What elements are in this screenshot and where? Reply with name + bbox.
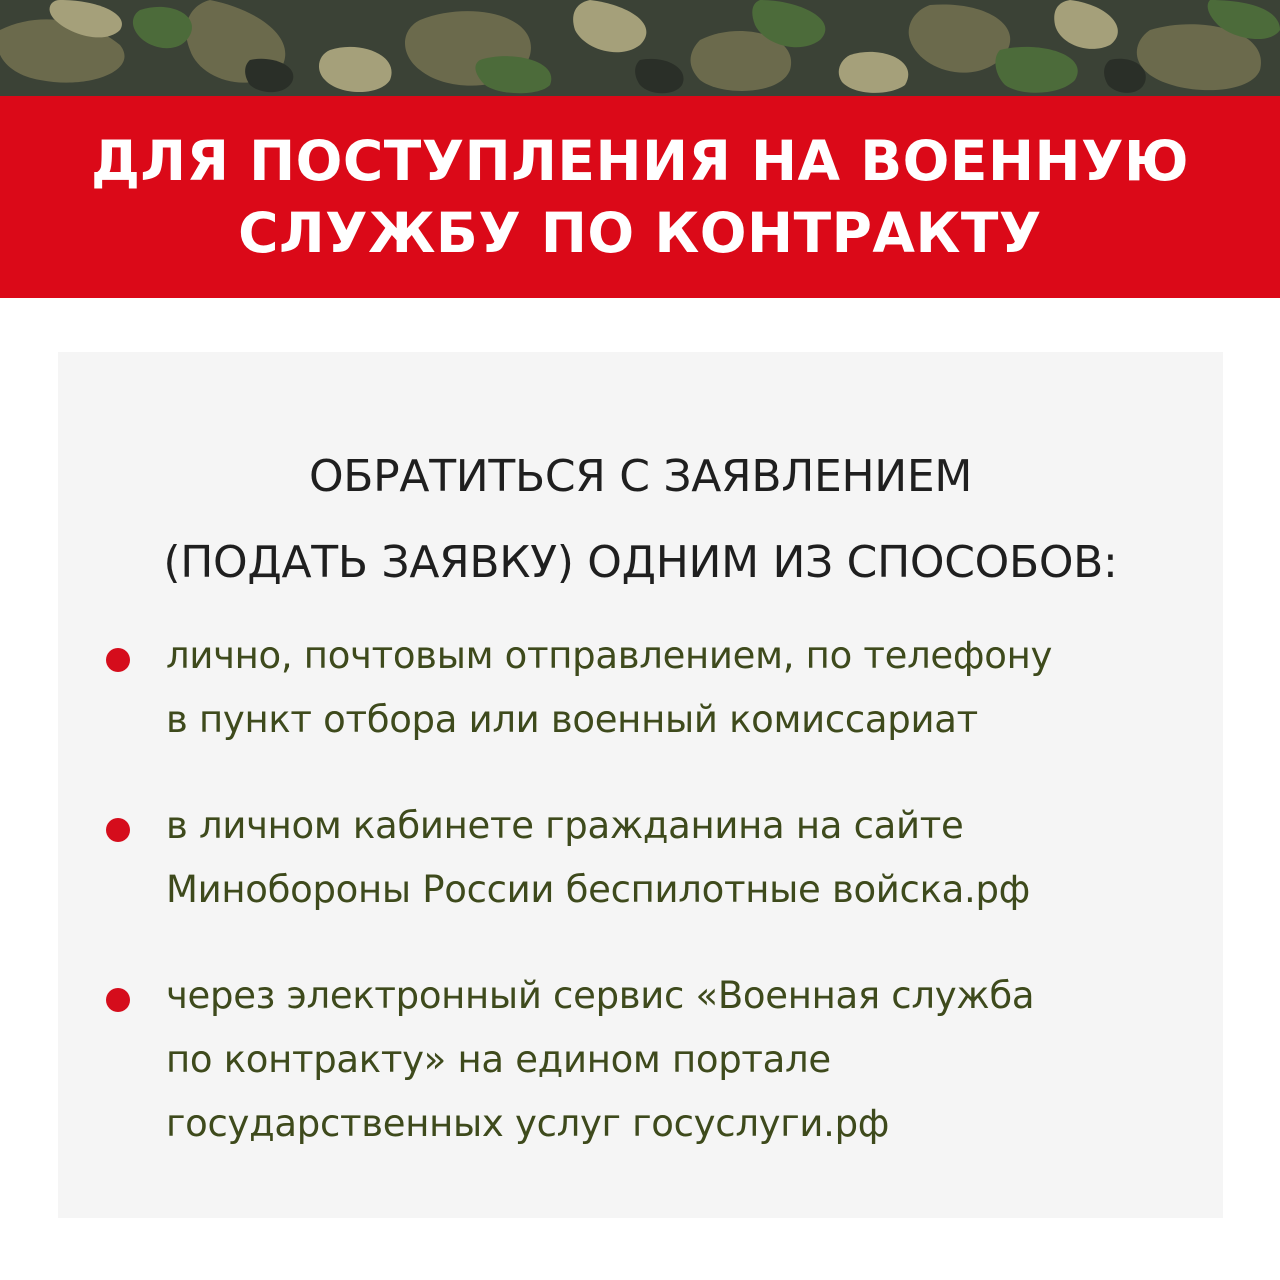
methods-list: [58, 624, 1223, 1156]
bullet-dot-icon: [106, 988, 130, 1012]
header-banner: [0, 96, 1280, 298]
list-item: [58, 794, 1223, 922]
list-item-line: государственных услуг госуслуги.рф: [166, 1102, 890, 1145]
subtitle-line-1: ОБРАТИТЬСЯ С ЗАЯВЛЕНИЕМ: [308, 451, 973, 502]
header-title-line-2: СЛУЖБУ ПО КОНТРАКТУ: [238, 201, 1042, 265]
bullet-dot-icon: [106, 648, 130, 672]
list-item-line: по контракту» на едином портале: [166, 1038, 831, 1081]
list-item: [58, 624, 1223, 752]
list-item: [58, 964, 1223, 1156]
info-card: [58, 352, 1223, 1218]
list-item-line: лично, почтовым отправлением, по телефону: [166, 634, 1053, 677]
header-title-line-1: ДЛЯ ПОСТУПЛЕНИЯ НА ВОЕННУЮ: [90, 129, 1190, 193]
list-item-line: Минобороны России беспилотные войска.рф: [166, 868, 1030, 911]
bullet-dot-icon: [106, 818, 130, 842]
list-item-line: через электронный сервис «Военная служба: [166, 974, 1035, 1017]
list-item-line: в личном кабинете гражданина на сайте: [166, 804, 964, 847]
subtitle: [58, 434, 1223, 606]
camouflage-pattern: [0, 0, 1280, 96]
list-item-line: в пункт отбора или военный комиссариат: [166, 698, 978, 741]
subtitle-line-2: (ПОДАТЬ ЗАЯВКУ) ОДНИМ ИЗ СПОСОБОВ:: [163, 537, 1118, 588]
